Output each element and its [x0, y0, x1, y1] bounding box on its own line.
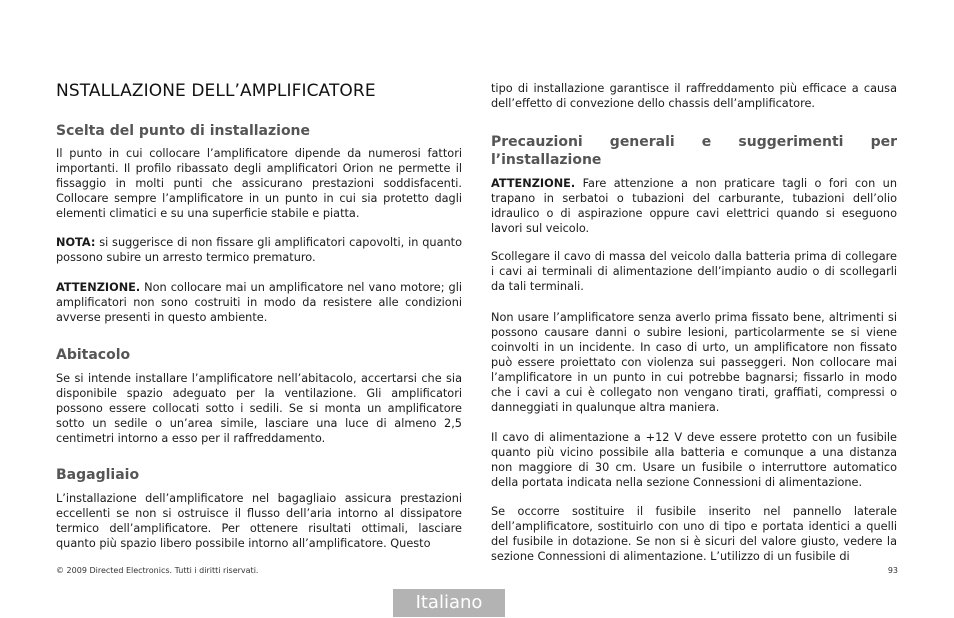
heading-trunk: Bagagliaio	[56, 467, 140, 483]
paragraph-trunk: L’installazione dell’amplificatore nel bagagliaio assicura prestazioni eccellenti se non si ostruisce il flusso dell’aria intorno al dissipatore termico dell’amplificatore. Per ottenere risultati ottimali, lasciare quanto più spazio libero possibile intorno all’amplificatore. Questo	[56, 492, 462, 550]
page-number: 93	[887, 566, 898, 575]
paragraph-power-cable: Il cavo di alimentazione a +12 V deve essere protetto con un fusibile quanto più vicino possibile alla batteria e comunque a una distanza non maggiore di 30 cm. Usare un fusibile o interruttore automatico della portata indicata nella sezione Connessioni di alimentazione.	[491, 431, 897, 489]
copyright-notice: © 2009 Directed Electronics. Tutti i diritti riservati.	[56, 566, 259, 575]
language-tab: Italiano	[393, 589, 505, 617]
warning-paragraph-engine	[56, 280, 462, 325]
section-title: NSTALLAZIONE DELL’AMPLIFICATORE	[56, 81, 376, 101]
heading-cabin: Abitacolo	[56, 347, 131, 363]
warning-paragraph-drilling	[491, 176, 897, 236]
paragraph-ground-cable: Scollegare il cavo di massa del veicolo dalla batteria prima di collegare i cavi ai terminali di alimentazione dell’impianto audio o di scollegarli da tali terminali.	[491, 250, 897, 293]
paragraph-continued: tipo di installazione garantisce il raffreddamento più efficace a causa dell’effetto di convezione dello chassis dell’amplificatore.	[491, 82, 897, 110]
note-paragraph	[56, 235, 462, 265]
paragraph-installation-point: Il punto in cui collocare l’amplificatore dipende da numerosi fattori importanti. Il profilo ribassato degli amplificatori Orion ne permette il fissaggio in molti punti che assicurano prestazioni soddisfacenti. Collocare sempre l’amplificatore in un punto in cui sia protetto dagli elementi climatici e su una superficie stabile e piatta.	[56, 147, 462, 220]
note-label: NOTA:	[56, 236, 96, 249]
heading-installation-point: Scelta del punto di installazione	[56, 123, 311, 139]
warning-label: ATTENZIONE.	[56, 281, 141, 294]
warning-label: ATTENZIONE.	[491, 177, 576, 190]
paragraph-mounting: Non usare l’amplificatore senza averlo prima fissato bene, altrimenti si possono causare danni o subire lesioni, particolarmente se si viene coinvolti in un incidente. In caso di urto, un amplificatore non fissato può essere proiettato con violenza sui passeggeri. Non collocare mai l’amplificatore in un punto in cui potrebbe bagnarsi; fissarlo in modo che i cavi a cui è collegato non vengano tirati, graffiati, compressi o danneggiati in qualunque altra maniera.	[491, 311, 897, 414]
warning-text: Fare attenzione a non praticare tagli o fori con un trapano in serbatoi o tubazioni del carburante, tubazioni dell’olio idraulico o di aspirazione oppure cavi elettrici quando si eseguono lavori sul veicolo.	[491, 177, 897, 235]
paragraph-fuse: Se occorre sostituire il fusibile inserito nel pannello laterale dell’amplificatore, sostituirlo con uno di tipo e portata identici a quelli del fusibile in dotazione. Se non si è sicuri del valore giusto, vedere la sezione Connessioni di alimentazione. L’utilizzo di un fusibile di	[491, 505, 897, 563]
heading-precautions: Precauzioni generali e suggerimenti per l’installazione	[491, 134, 897, 168]
paragraph-cabin: Se si intende installare l’amplificatore nell’abitacolo, accertarsi che sia disponibile spazio adeguato per la ventilazione. Gli amplificatori possono essere collocati sotto i sedili. Se si monta un amplificatore sotto un sedile o un’area simile, lasciare una luce di almeno 2,5 centimetri intorno a esso per il raffreddamento.	[56, 372, 462, 445]
note-text: si suggerisce di non fissare gli amplificatori capovolti, in quanto possono subire un arresto termico prematuro.	[56, 236, 462, 264]
warning-text: Non collocare mai un amplificatore nel vano motore; gli amplificatori non sono costruiti in modo da resistere alle condizioni avverse presenti in questo ambiente.	[56, 281, 462, 324]
